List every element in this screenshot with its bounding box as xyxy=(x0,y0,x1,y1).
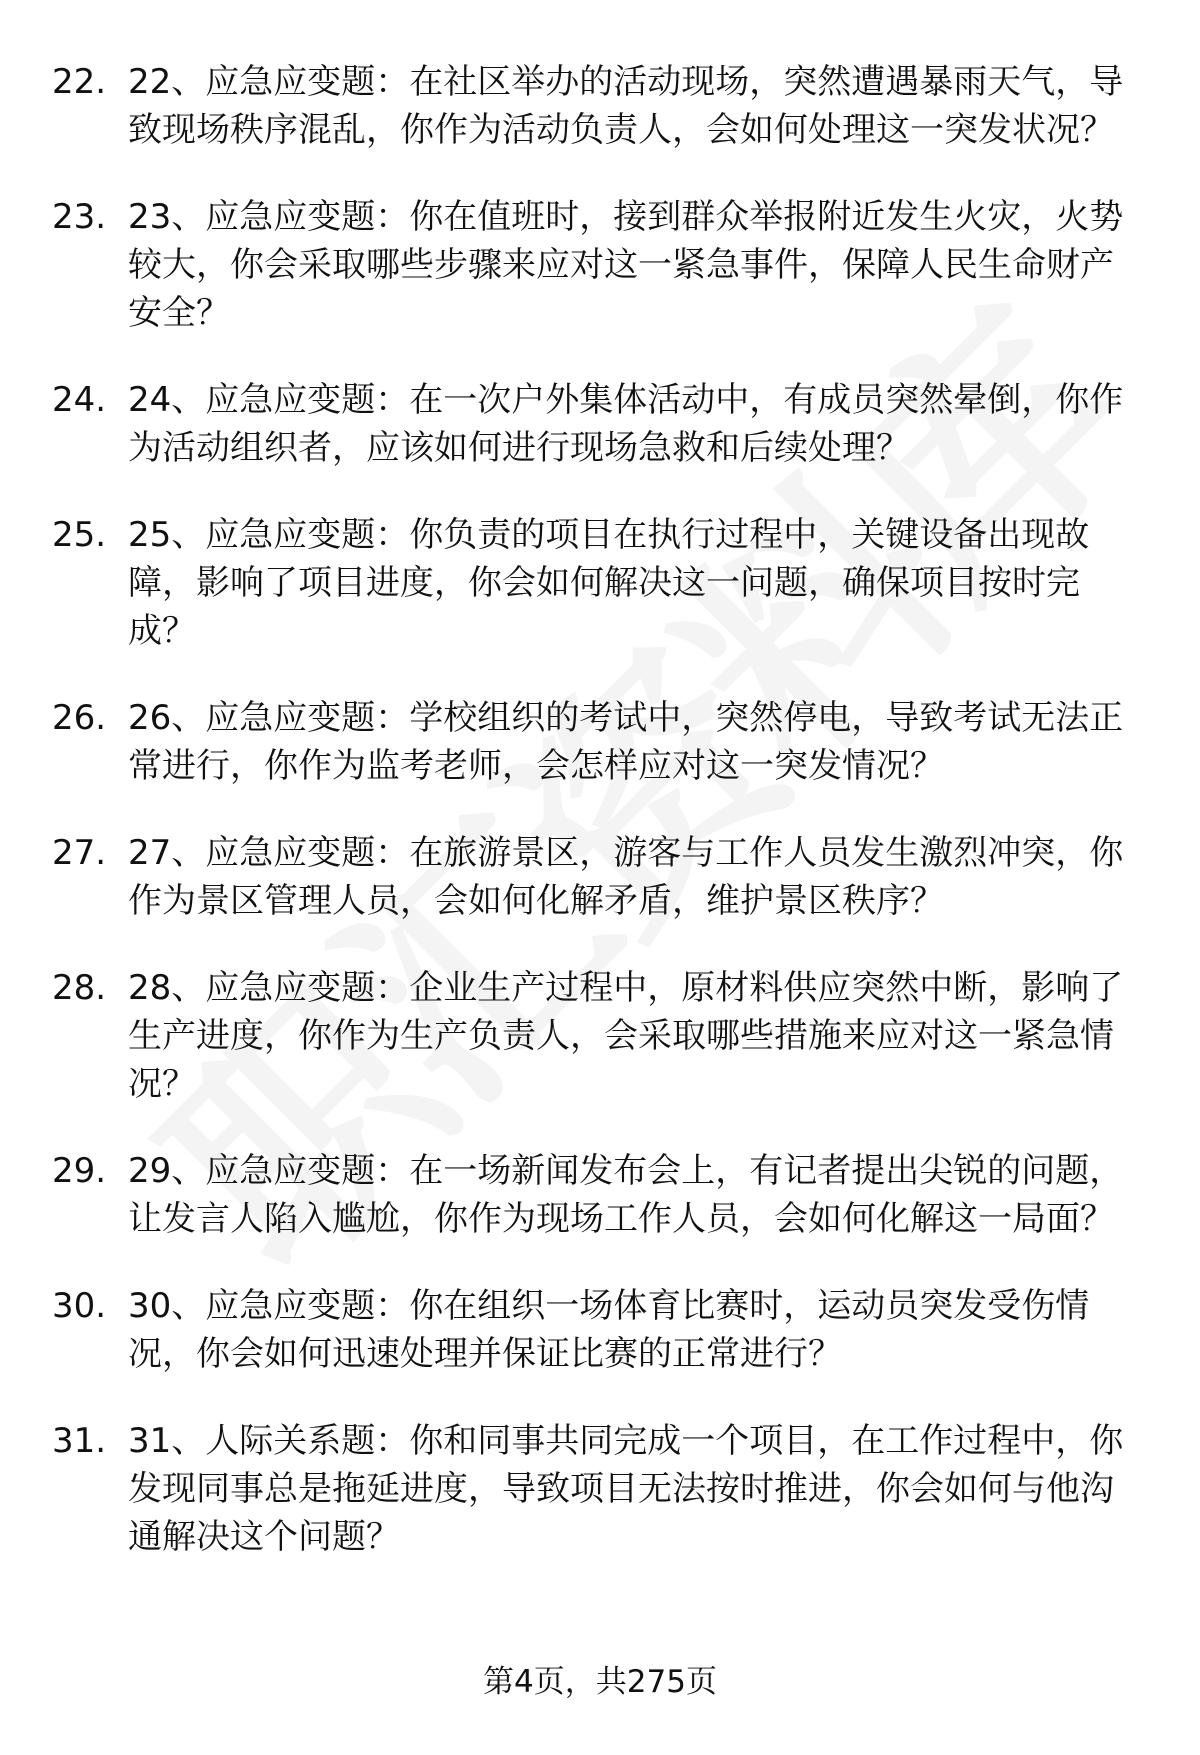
question-text: 29、应急应变题：在一场新闻发布会上，有记者提出尖锐的问题，让发言人陷入尴尬，你作为现场工作人员，会如何化解这一局面？ xyxy=(128,1151,1124,1239)
question-item xyxy=(52,694,1152,790)
question-number: 27. xyxy=(52,833,107,873)
question-item xyxy=(52,193,1152,337)
question-item xyxy=(52,829,1152,925)
question-number: 22. xyxy=(52,62,107,102)
question-text: 24、应急应变题：在一次户外集体活动中，有成员突然晕倒，你作为活动组织者，应该如何进行现场急救和后续处理？ xyxy=(128,380,1124,468)
question-item xyxy=(52,1417,1152,1561)
question-number: 24. xyxy=(52,380,107,420)
question-text: 25、应急应变题：你负责的项目在执行过程中，关键设备出现故障，影响了项目进度，你会如何解决这一问题，确保项目按时完成？ xyxy=(128,515,1090,651)
question-number: 26. xyxy=(52,698,107,738)
question-item xyxy=(52,964,1152,1108)
question-item xyxy=(52,376,1152,472)
question-number: 23. xyxy=(52,197,107,237)
question-text: 26、应急应变题：学校组织的考试中，突然停电，导致考试无法正常进行，你作为监考老师，会怎样应对这一突发情况？ xyxy=(128,698,1124,786)
question-item xyxy=(52,1147,1152,1243)
question-number: 29. xyxy=(52,1151,107,1191)
question-text: 31、人际关系题：你和同事共同完成一个项目，在工作过程中，你发现同事总是拖延进度，导致项目无法按时推进，你会如何与他沟通解决这个问题？ xyxy=(128,1421,1124,1557)
question-number: 28. xyxy=(52,968,107,1008)
question-text: 23、应急应变题：你在值班时，接到群众举报附近发生火灾，火势较大，你会采取哪些步骤来应对这一紧急事件，保障人民生命财产安全？ xyxy=(128,197,1124,333)
question-text: 30、应急应变题：你在组织一场体育比赛时，运动员突发受伤情况，你会如何迅速处理并保证比赛的正常进行？ xyxy=(128,1286,1090,1374)
question-item xyxy=(52,1282,1152,1378)
question-item xyxy=(52,58,1152,154)
question-text: 28、应急应变题：企业生产过程中，原材料供应突然中断，影响了生产进度，你作为生产负责人，会采取哪些措施来应对这一紧急情况？ xyxy=(128,968,1124,1104)
question-number: 30. xyxy=(52,1286,107,1326)
page-footer: 第4页，共275页 xyxy=(483,1664,717,1700)
question-text: 27、应急应变题：在旅游景区，游客与工作人员发生激烈冲突，你作为景区管理人员，会如何化解矛盾，维护景区秩序？ xyxy=(128,833,1124,921)
question-number: 25. xyxy=(52,515,107,555)
question-text: 22、应急应变题：在社区举办的活动现场，突然遭遇暴雨天气，导致现场秩序混乱，你作为活动负责人，会如何处理这一突发状况？ xyxy=(128,62,1124,150)
question-item xyxy=(52,511,1152,655)
question-list xyxy=(52,58,1152,1600)
question-number: 31. xyxy=(52,1421,107,1461)
